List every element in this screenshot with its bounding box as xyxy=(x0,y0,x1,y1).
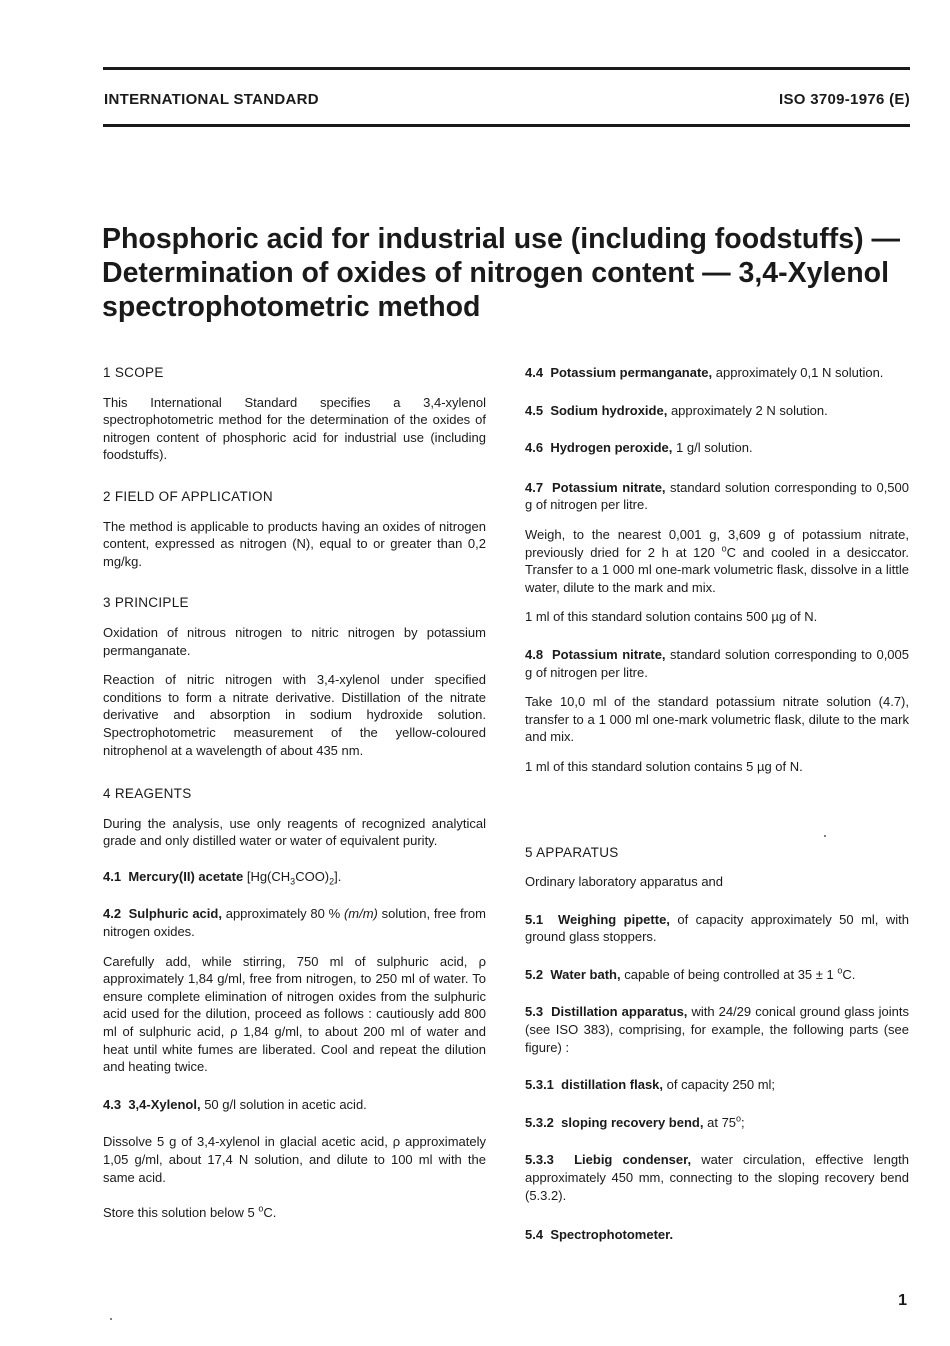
apparatus-5-4-name: Spectrophotometer. xyxy=(550,1227,674,1243)
apparatus-intro: Ordinary laboratory apparatus and xyxy=(525,874,724,890)
header-standard-label: INTERNATIONAL STANDARD xyxy=(104,91,319,108)
principle-paragraph-2: Reaction of nitric nitrogen with 3,4-xylenol under specified conditions to form a nitrate derivative. Distillation of the nitrate derivative and absorption in sodium hydroxide solution. Spectrophotometric measurement of the yellow-coloured nitrophenol at a wavelength of about 435 nm. xyxy=(103,672,486,758)
reagent-4-1-number: 4.1 xyxy=(103,868,122,884)
apparatus-5-1-name: Weighing pipette, xyxy=(557,911,670,927)
apparatus-5-3-3: 5.3.3 Liebig condenser, water circulation, effective length approximately 450 mm, connecting to the sloping recovery bend (5.3.2). xyxy=(525,1152,909,1203)
reagent-4-8-procedure: Take 10,0 ml of the standard potassium nitrate solution (4.7), transfer to a 1 000 ml one-mark volumetric flask, dilute to the mark and mix. xyxy=(525,694,909,745)
section-apparatus-heading: 5 APPARATUS xyxy=(525,844,619,860)
scan-speck xyxy=(824,835,826,837)
apparatus-5-3-name: Distillation apparatus, xyxy=(551,1004,688,1020)
apparatus-5-2-name: Water bath, xyxy=(550,966,621,982)
reagent-4-6-name: Hydrogen peroxide, xyxy=(550,440,673,456)
top-rule xyxy=(103,67,910,70)
reagent-4-3-procedure: Dissolve 5 g of 3,4-xylenol in glacial acetic acid, ρ approximately 1,05 g/ml, about 17,4 N solution, and dilute to 100 ml with the same acid. xyxy=(103,1134,486,1185)
reagent-4-7: 4.7 Potassium nitrate, standard solution corresponding to 0,500 g of nitrogen per litre. xyxy=(525,479,909,513)
document-title xyxy=(102,222,902,324)
reagent-4-3: 4.3 3,4-Xylenol, 50 g/l solution in acetic acid. xyxy=(103,1096,367,1112)
title-line-2: Determination of oxides of nitrogen content — 3,4-Xylenol xyxy=(102,257,889,289)
apparatus-5-4: 5.4 Spectrophotometer. xyxy=(525,1227,674,1243)
reagent-4-1-name: Mercury(II) acetate xyxy=(128,868,244,884)
left-column xyxy=(103,364,486,1222)
title-line-1: Phosphoric acid for industrial use (including foodstuffs) — xyxy=(102,223,901,255)
right-column xyxy=(525,364,909,1244)
reagent-4-7-concentration: 1 ml of this standard solution contains 500 µg of N. xyxy=(525,609,818,625)
apparatus-5-1: 5.1 Weighing pipette, of capacity approximately 50 ml, with ground glass stoppers. xyxy=(525,911,909,945)
page-number: 1 xyxy=(898,1292,907,1309)
scan-speck xyxy=(110,1318,112,1320)
apparatus-5-3-3-name: Liebig condenser, xyxy=(574,1152,692,1168)
apparatus-5-3: 5.3 Distillation apparatus, with 24/29 conical ground glass joints (see ISO 383), comprising, for example, the following parts (see figure) : xyxy=(525,1004,909,1055)
reagent-4-8: 4.8 Potassium nitrate, standard solution corresponding to 0,005 g of nitrogen per litre. xyxy=(525,646,909,680)
section-field-text: The method is applicable to products having an oxides of nitrogen content, expressed as nitrogen (N), equal to or greater than 0,2 mg/kg. xyxy=(103,518,486,569)
header-standard-number: ISO 3709-1976 (E) xyxy=(778,91,910,108)
apparatus-5-2: 5.2 Water bath, capable of being controlled at 35 ± 1 $^o$C. xyxy=(525,965,856,982)
section-principle-heading: 3 PRINCIPLE xyxy=(103,595,189,611)
section-scope-heading: 1 SCOPE xyxy=(103,365,164,380)
apparatus-5-3-2: 5.3.2 sloping recovery bend, at 75$^o$; xyxy=(525,1113,745,1130)
section-scope-text: This International Standard specifies a 3,4-xylenol spectrophotometric method for the determination of the oxides of nitrogen content of phosphoric acid for industrial use (including foodstuffs). xyxy=(103,394,486,463)
reagent-4-7-name: Potassium nitrate, xyxy=(552,479,666,495)
reagent-4-4-name: Potassium permanganate, xyxy=(550,365,713,380)
reagent-4-4: 4.4 Potassium permanganate, approximately 0,1 N solution. xyxy=(525,365,884,380)
reagent-4-2-procedure: Carefully add, while stirring, 750 ml of sulphuric acid, ρ approximately 1,84 g/ml, free from nitrogen, to 250 ml of water. To ensure complete elimination of nitrogen oxides from the sulphuric acid used for the dilution, proceed as follows : cautiously add 800 ml of sulphuric acid, ρ 1,84 g/ml, to about 200 ml of water and heat until white fumes are liberated. Cool and repeat the dilution and heating twice. xyxy=(103,953,486,1075)
apparatus-5-3-1-name: distillation flask, xyxy=(561,1077,664,1093)
apparatus-5-3-2-name: sloping recovery bend, xyxy=(561,1114,704,1130)
reagent-4-8-name: Potassium nitrate, xyxy=(552,646,666,662)
reagents-intro: During the analysis, use only reagents of recognized analytical grade and only distilled water or water of equivalent purity. xyxy=(103,815,486,849)
reagent-4-5: 4.5 Sodium hydroxide, approximately 2 N solution. xyxy=(525,402,828,418)
title-line-3: spectrophotometric method xyxy=(102,291,481,323)
reagent-4-8-concentration: 1 ml of this standard solution contains 5 µg of N. xyxy=(525,758,803,774)
reagent-4-7-procedure: Weigh, to the nearest 0,001 g, 3,609 g of potassium nitrate, previously dried for 2 h at 120 $^o$C and cooled in a desiccator. Transfer to a 1 000 ml one-mark volumetric flask, dissolve in a little water, dilute to the mark and mix. xyxy=(525,526,909,595)
header-rule xyxy=(103,124,910,127)
reagent-4-1: 4.1 Mercury(II) acetate $[Hg(CH_3COO)_2]$. xyxy=(103,868,342,887)
principle-paragraph-1: Oxidation of nitrous nitrogen to nitric nitrogen by potassium permanganate. xyxy=(103,624,486,658)
reagent-4-6: 4.6 Hydrogen peroxide, 1 g/l solution. xyxy=(525,440,753,456)
reagent-4-3-name: 3,4-Xylenol, xyxy=(128,1096,201,1112)
reagent-4-2-name: Sulphuric acid, xyxy=(128,906,222,922)
section-field-heading: 2 FIELD OF APPLICATION xyxy=(103,488,273,504)
reagent-4-2: 4.2 Sulphuric acid, approximately 80 % (m/m) solution, free from nitrogen oxides. xyxy=(103,906,486,940)
reagent-4-3-storage: Store this solution below 5 $^o$C. xyxy=(103,1203,277,1221)
section-reagents-heading: 4 REAGENTS xyxy=(103,786,192,802)
apparatus-5-3-1: 5.3.1 distillation flask, of capacity 250 ml; xyxy=(525,1077,776,1093)
reagent-4-5-name: Sodium hydroxide, xyxy=(550,402,668,418)
